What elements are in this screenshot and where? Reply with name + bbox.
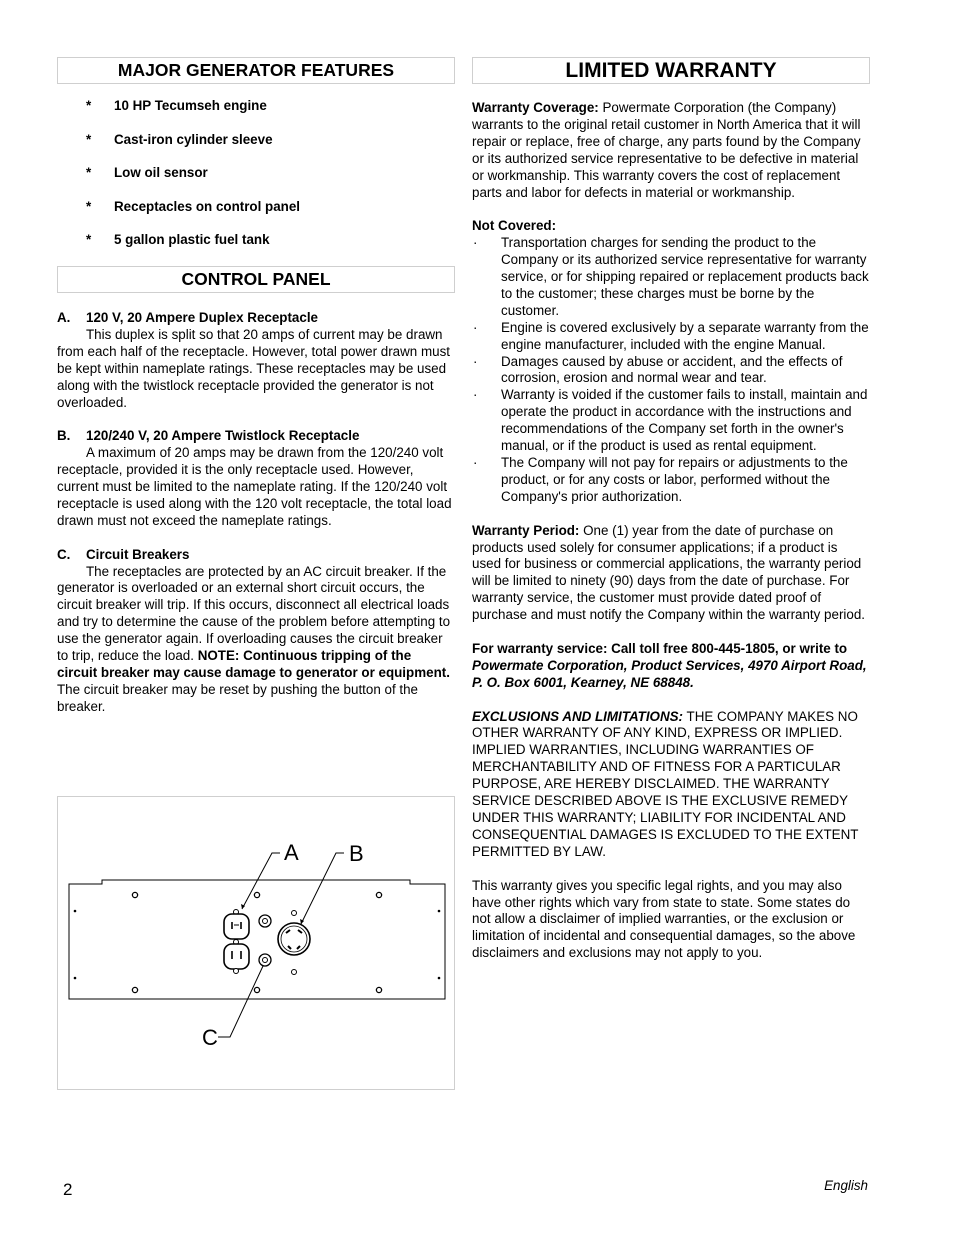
left-column: [57, 57, 455, 716]
feature-item: * Receptacles on control panel: [86, 198, 301, 214]
leader-line-b: [301, 853, 344, 924]
feature-item: * 10 HP Tecumseh engine: [86, 98, 267, 113]
breaker-note: NOTE: Continuous tripping of the circuit breaker may cause damage to generator or equipment.: [57, 648, 450, 680]
right-column: [472, 57, 870, 962]
circuit-breaker: [259, 915, 271, 966]
feature-item: * 5 gallon plastic fuel tank: [86, 232, 270, 248]
screw-hole: [254, 987, 259, 992]
list-item: · Engine is covered exclusively by a separate warranty from the engine manufacturer, included with the engine Manual.: [473, 319, 869, 352]
rivet: [438, 910, 441, 913]
control-panel-heading: CONTROL PANEL: [57, 266, 455, 293]
screw-hole: [254, 892, 259, 897]
section-b-heading: B. 120/240 V, 20 Ampere Twistlock Receptacle: [57, 428, 360, 444]
control-panel-drawing: [58, 797, 454, 1089]
legal-rights: This warranty gives you specific legal rights, and you may also have other rights which vary from state to state. Some states do not allow a disclaimer of implied warranties, or the exclusion or limitation of incidental and consequential damages, so the above disclaimers and exclusions may not apply to you.: [472, 877, 856, 961]
features-list: [57, 98, 455, 248]
control-panel-diagram: [57, 796, 455, 1090]
leader-line-a: [242, 853, 280, 909]
section-c-text: The receptacles are protected by an AC circuit breaker. If the generator is overloaded or an external short circuit occurs, the circuit breaker will trip. If this occurs, disconnect all electrical loads and try to determine the cause of the problem before attempting to use the generator again. If overloading causes the circuit breaker to trip, reduce the load. NOTE: Continuous tripping of the circuit breaker may cause damage to generator or equipment. The circuit breaker may be reset by pushing the button of the breaker.: [57, 563, 451, 714]
duplex-receptacle: [224, 910, 249, 974]
warranty-service: For warranty service: Call toll free 800-445-1805, or write to Powermate Corporation, Product Services, 4970 Airport Road, P. O. Box 6001, Kearney, NE 68848.: [472, 640, 867, 690]
warranty-period: Warranty Period: One (1) year from the date of purchase on products used solely for consumer applications; if a product is used for business or commercial applications, the warranty period will be limited to ninety (90) days from the date of purchase. For warranty service, the customer must provide dated proof of purchase and must notify the Company within the warranty period.: [472, 522, 865, 623]
exclusions: EXCLUSIONS AND LIMITATIONS: THE COMPANY MAKES NO OTHER WARRANTY OF ANY KIND, EXPRESS OR IMPLIED. IMPLIED WARRANTIES, INCLUDING WARRANTIES OF MERCHANTABILITY AND OF FITNESS FOR A PARTICULAR PURPOSE, ARE HEREBY DISCLAIMED. THE WARRANTY SERVICE DESCRIBED ABOVE IS THE EXCLUSIVE REMEDY UNDER THIS WARRANTY; LIABILITY FOR INCIDENTAL AND CONSEQUENTIAL DAMAGES IS EXCLUDED TO THE EXTENT PERMITTED BY LAW.: [472, 708, 859, 859]
callout-b: B: [349, 841, 364, 866]
warranty-heading: LIMITED WARRANTY: [472, 57, 870, 84]
section-c-heading: C. Circuit Breakers: [57, 546, 190, 562]
section-a-text: This duplex is split so that 20 amps of current may be drawn from each half of the receptacle. However, total power drawn must be kept within nameplate ratings. These receptacles may be used along with the twistlock receptacle provided the generator is not overloaded.: [57, 326, 450, 410]
callout-c: C: [202, 1025, 218, 1050]
list-item: · Warranty is voided if the customer fails to install, maintain and operate the product in accordance with the instructions and recommendations of the Company set forth in the owner's manual, or if the product is used as rental equipment.: [473, 387, 868, 454]
features-heading: MAJOR GENERATOR FEATURES: [57, 57, 455, 84]
callout-a: A: [284, 840, 299, 865]
screw-hole: [376, 892, 381, 897]
warranty-coverage: Warranty Coverage: Powermate Corporation (the Company) warrants to the original retail customer in North America that it will repair or replace, free of charge, any parts found by the Company or its authorized service representative to be defective in material or workmanship. This warranty covers the cost of replacement parts and labor for defects in material or workmanship.: [472, 100, 861, 200]
screw-hole: [132, 892, 137, 897]
not-covered-heading: Not Covered:: [472, 218, 557, 234]
language-label: English: [824, 1178, 868, 1193]
page-number: 2: [63, 1180, 73, 1199]
rivet: [74, 977, 77, 980]
not-covered-list: [472, 235, 870, 506]
section-a-heading: A. 120 V, 20 Ampere Duplex Receptacle: [57, 309, 318, 325]
feature-item: * Cast-iron cylinder sleeve: [86, 131, 273, 147]
leader-line-c: [218, 966, 263, 1037]
screw-hole: [376, 987, 381, 992]
list-item: · The Company will not pay for repairs or adjustments to the product, or for any costs or labor, performed without the Company's prior authorization.: [473, 455, 848, 504]
twistlock-receptacle: [278, 911, 310, 975]
list-item: · Damages caused by abuse or accident, and the effects of corrosion, erosion and normal wear and tear.: [473, 353, 843, 386]
feature-item: * Low oil sensor: [86, 165, 208, 181]
screw-hole: [132, 987, 137, 992]
service-address: Powermate Corporation, Product Services, 4970 Airport Road, P. O. Box 6001, Kearney, NE 68848.: [472, 657, 867, 690]
rivet: [74, 910, 77, 913]
section-b-text: A maximum of 20 amps may be drawn from the 120/240 volt receptacle, provided it is the only receptacle used. However, current must be limited to the nameplate rating. If the 120/240 volt receptacle is used along with the 120 volt receptacle, the total load drawn must not exceed the nameplate ratings.: [57, 445, 452, 528]
list-item: · Transportation charges for sending the product to the Company or its authorized service representative for warranty service, or for shipping repaired or replacement products back to the customer; these charges must be borne by the customer.: [473, 235, 869, 318]
rivet: [438, 977, 441, 980]
